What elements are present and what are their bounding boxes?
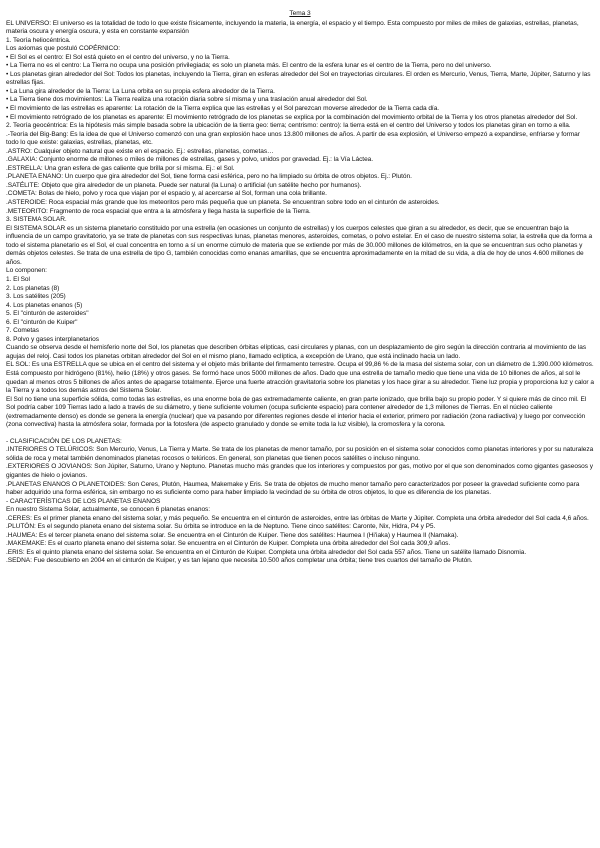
paragraph-solar-system: El SISTEMA SOLAR es un sistema planetario constituido por una estrella (en ocasiones un conjunto de estrellas) y los cuerpos celestes que giran a su alrededor, es decir, que se encuentran bajo la influencia de un campo gravitatorio, ya se trate de planetas con sus respectivas lunas, planetas menores, asteroides, cometas, o polvo estelar. En el caso de nuestro sistema solar, la estrella que da forma a todo el sistema planetario es el Sol, el cual concentra en torno a sí un enorme cúmulo de materia que se extiende por más de 30.000 millones de kilómetros, en la que se encuentran sus ocho planetas y demás objetos celestes. Se trata de una estrella de tipo G, también conocidas como enanas amarillas, que se encuentra aproximadamente en la mitad de su vida, a día de hoy de unos 4.600 millones de años. <box>6 224 593 266</box>
list-item: 6. El "cinturón de Kuiper" <box>6 318 78 326</box>
list-item: 3. Los satélites (205) <box>6 293 66 301</box>
paragraph-sun: EL SOL: Es una ESTRELLA que se ubica en el centro del sistema y el objeto más brillante del firmamento terrestre. Ocupa el 99,86 % de la masa del sistema solar, con un diámetro de 1.390.000 kilómetros. Está compuesto por hidrógeno (81%), helio (18%) y otros gases. Se formó hace unos 5000 millones de años. Dado que una estrella de tamaño medio que tiene una vida de 10 billones de años, al sol le quedan al menos otros 5 billones de años antes de apagarse totalmente. Ejerce una fuerte atracción gravitatoria sobre los planetas y los hace girar a su alrededor. Tiene luz propia y proporciona luz y calor a la Tierra y a todos los demás astros del Sistema Solar. <box>6 361 594 395</box>
definition-galaxia: .GALAXIA: Conjunto enorme de millones o miles de millones de estrellas, gases y polvo, unidos por gravedad. Ej.: la Vía Láctea. <box>6 156 374 164</box>
list-item: 5. El "cinturón de asteroides" <box>6 310 89 318</box>
definition-asteroide: .ASTEROIDE: Roca espacial más grande que los meteoritos pero más pequeña que un planeta. Se encuentran sobre todo en el cinturón de asteroides. <box>6 199 440 207</box>
paragraph-dwarf-planets: .PLANETAS ENANOS O PLANETOIDES: Son Ceres, Plutón, Haumea, Makemake y Eris. Se trata de objetos de mucho menor tamaño pero caracterizados por poseer la gravedad suficiente como para haber adquirido una forma esférica, sin embargo no es suficiente como para haber limpiado la vecindad de su órbita de otros objetos, lo que es diferencia de los planetas. <box>6 480 580 497</box>
heading-planet-classification: - CLASIFICACIÓN DE LOS PLANETAS: <box>6 437 122 445</box>
definition-planeta-enano: .PLANETA ENANO: Un cuerpo que gira alrededor del Sol, tiene forma casi esférica, pero no ha limpiado su órbita de otros objetos. Ej.: Plutón. <box>6 173 412 181</box>
heading-solar-system: 3. SISTEMA SOLAR. <box>6 216 67 224</box>
list-item: • Los planetas giran alrededor del Sol: Todos los planetas, incluyendo la Tierra, giran en esferas alrededor del Sol en trayectorias circulares. El orden es Mercurio, Venus, Tierra, Marte, Júpiter, Saturno y las estrellas fijas. <box>6 70 591 87</box>
paragraph-exterior-planets: .EXTERIORES O JOVIANOS: Son Júpiter, Saturno, Urano y Neptuno. Planetas mucho más grandes que los interiores y compuestos por gas, motivo por el que son denominados como gigantes gaseosos y gigantes de hielo o jovianos. <box>6 463 593 479</box>
paragraph-geocentric: 2. Teoría geocéntrica: Es la hipótesis más simple basada sobre la ubicación de la tierra geo: tierra; centrismo: centro): la tierra está en el centro del Universo y todos los planetas giran en torno a ella. <box>6 122 571 130</box>
paragraph-orbits: Cuando se observa desde el hemisferio norte del Sol, los planetas que describen órbitas elípticas, casi circulares y planas, con un desplazamiento de giro según la dirección contraria al movimiento de las agujas del reloj. Casi todos los planetas orbitan alrededor del Sol en el mismo plano, llamado eclíptica, a excepción de Urano, que está inclinado hacia un lado. <box>6 344 587 360</box>
list-item: 7. Cometas <box>6 327 39 335</box>
heading-components: Lo componen: <box>6 267 47 275</box>
paragraph-ceres: .CERES: Es el primer planeta enano del sistema solar, y más pequeño. Se encuentra en el cinturón de asteroides, entre las órbitas de Marte y Júpiter. Completa una órbita alrededor del Sol cada 4,6 años. <box>6 514 589 522</box>
paragraph-haumea: .HAUMEA: Es el tercer planeta enano del sistema solar. Se encuentra en el Cinturón de Kuiper. Tiene dos satélites: Haumea I (Hi'iaka) y Haumea II (Namaka). <box>6 531 459 539</box>
heading-heliocentric: 1. Teoría heliocéntrica. <box>6 36 71 44</box>
list-item: 4. Los planetas enanos (5) <box>6 301 83 309</box>
list-item: • La Tierra tiene dos movimientos: La Tierra realiza una rotación diaria sobre sí misma y una traslación anual alrededor del Sol. <box>6 96 368 104</box>
paragraph-copernicus-intro: Los axiomas que postuló COPÉRNICO: <box>6 45 121 53</box>
paragraph-dwarf-intro: En nuestro Sistema Solar, actualmente, se conocen 6 planetas enanos: <box>6 506 211 514</box>
list-item: • El movimiento de las estrellas es aparente: La rotación de la Tierra explica que las estrellas y el Sol parezcan moverse alrededor de la Tierra cada día. <box>6 105 440 113</box>
definition-satelite: .SATÉLITE: Objeto que gira alrededor de un planeta. Puede ser natural (la Luna) o artificial (un satélite hecho por humanos). <box>6 181 362 189</box>
list-item: 1. El Sol <box>6 275 30 283</box>
paragraph-sedna: .SEDNA: Fue descubierto en 2004 en el cinturón de Kuiper, y es tan lejano que necesita 10.500 años completar una órbita; tiene tres cuartos del tamaño de Plutón. <box>6 557 473 565</box>
paragraph-universe: EL UNIVERSO: El universo es la totalidad de todo lo que existe físicamente, incluyendo la materia, la energía, el espacio y el tiempo. Esta compuesto por miles de miles de galaxias, estrellas, planetas, materia oscura y energía oscura, y esta en constante expansión <box>6 19 579 36</box>
list-item: • La Tierra no es el centro: La Tierra no ocupa una posición privilegiada; es solo un planeta más. El centro de la esfera lunar es el centro de la Tierra, pero no del universo. <box>6 62 492 70</box>
document-title: Tema 3 <box>289 10 311 17</box>
paragraph-sun-structure: El Sol no tiene una superficie sólida, como todas las estrellas, es una enorme bola de gas extremadamente caliente, en gran parte ionizado, que brilla bajo su propio poder. Y si quiere más de cinco mil. El Sol podría caber 109 Tierras lado a lado a través de su diámetro, y tiene suficiente volumen (ocupa suficiente espacio) para contener alrededor de 1,3 millones de Tierras. En el núcleo caliente (extremadamente denso) es donde se genera la energía (nuclear) que va pasando por diferentes regiones desde el interior hacia el exterior, primero por radiación (zona radiactiva) y luego por convección (zona convectiva) hasta la atmósfera solar, formada por la fotosfera (de aspecto granulado y donde se emite toda la luz visible), la cromosfera y la corona. <box>6 395 587 429</box>
list-item: • El Sol es el centro: El Sol está quieto en el centro del universo, y no la Tierra. <box>6 53 230 61</box>
definition-astro: .ASTRO: Cualquier objeto natural que existe en el espacio. Ej.: estrellas, planetas, cometas… <box>6 147 274 155</box>
spacer <box>6 430 594 438</box>
paragraph-big-bang: .-Teoría del Big-Bang: Es la idea de que el Universo comenzó con una gran explosión hace unos 13.800 millones de años. A partir de esa explosión, el Universo empezó a expandirse, enfriarse y formar todo lo que existe: galaxias, estrellas, planetas, etc. <box>6 130 580 147</box>
paragraph-eris: .ERIS: Es el quinto planeta enano del sistema solar. Se encuentra en el Cinturón de Kuiper. Completa una órbita alrededor del Sol cada 557 años. Tiene un satélite llamado Disnomia. <box>6 548 527 556</box>
heading-dwarf-characteristics: - CARACTERÍSTICAS DE LOS PLANETAS ENANOS <box>6 497 161 505</box>
definition-estrella: .ESTRELLA: Una gran esfera de gas caliente que brilla por sí misma. Ej.: el Sol. <box>6 164 235 172</box>
paragraph-interior-planets: .INTERIORES O TELÚRICOS: Son Mercurio, Venus, La Tierra y Marte. Se trata de los planetas de menor tamaño, por su posición en el sistema solar conocidos como planetas interiores y por su naturaleza sólida de roca y metal también denominados planetas rocosos o telúricos. En general, son planetas que tienen pocos satélites o incluso ninguno. <box>6 446 594 462</box>
list-item: • El movimiento retrógrado de los planetas es aparente: El movimiento retrógrado de los planetas se explica por la combinación del movimiento orbital de la Tierra y los otros planetas alrededor del Sol. <box>6 113 578 121</box>
definition-cometa: .COMETA: Bolas de hielo, polvo y roca que viajan por el espacio y, al acercarse al Sol, forman una cola brillante. <box>6 190 327 198</box>
paragraph-pluto: .PLUTÓN: Es el segundo planeta enano del sistema solar. Su órbita se introduce en la de Neptuno. Tiene cinco satélites: Caronte, Nix, Hidra, P4 y P5. <box>6 523 436 531</box>
list-item: 2. Los planetas (8) <box>6 284 60 292</box>
list-item: • La Luna gira alrededor de la Tierra: La Luna orbita en su propia esfera alrededor de la Tierra. <box>6 87 275 95</box>
definition-meteorito: .METEORITO: Fragmento de roca espacial que entra a la atmósfera y llega hasta la superficie de la Tierra. <box>6 207 311 215</box>
list-item: 8. Polvo y gases interplanetarios <box>6 335 99 343</box>
paragraph-makemake: .MAKEMAKE: Es el cuarto planeta enano del sistema solar. Se encuentra en el Cinturón de Kuiper. Completa una órbita alrededor del Sol cada 309,9 años. <box>6 540 451 548</box>
